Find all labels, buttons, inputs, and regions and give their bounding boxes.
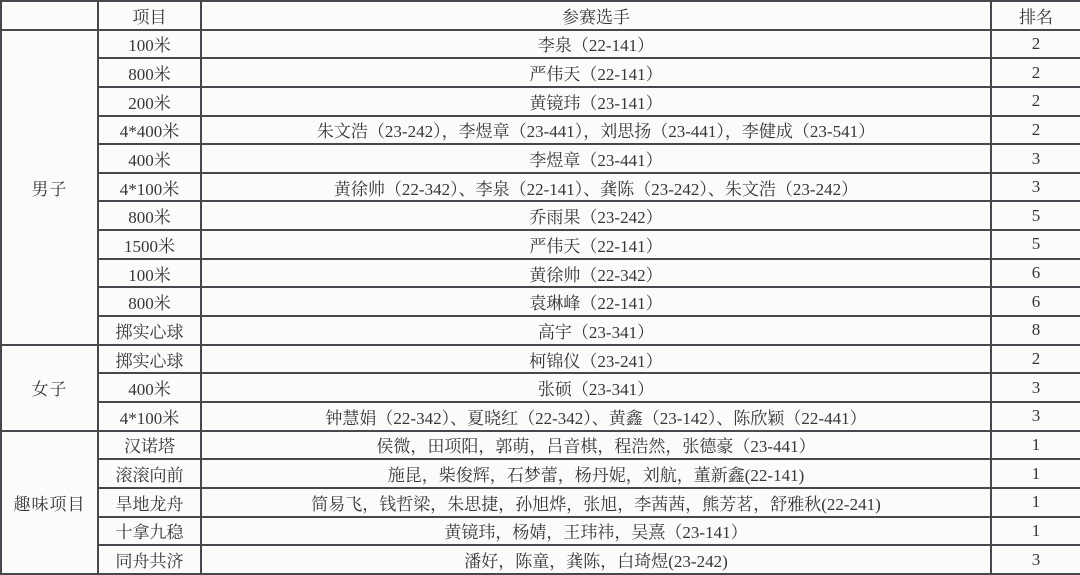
rank-cell: 5 xyxy=(991,201,1080,230)
table-row xyxy=(1,316,1080,345)
table-row xyxy=(1,545,1080,574)
event-cell: 1500米 xyxy=(98,230,201,259)
table-row xyxy=(1,287,1080,316)
event-cell: 汉诺塔 xyxy=(98,431,201,460)
event-cell: 100米 xyxy=(98,259,201,288)
event-cell: 800米 xyxy=(98,58,201,87)
participants-cell: 乔雨果（23-242） xyxy=(201,201,991,230)
table-row xyxy=(1,345,1080,374)
table-row xyxy=(1,259,1080,288)
rank-cell: 6 xyxy=(991,259,1080,288)
participants-cell: 黄镜玮，杨婧，王玮祎，吴熹（23-141） xyxy=(201,517,991,546)
rank-cell: 1 xyxy=(991,459,1080,488)
event-cell: 十拿九稳 xyxy=(98,517,201,546)
header-row xyxy=(1,1,1080,30)
event-cell: 掷实心球 xyxy=(98,316,201,345)
participants-cell: 黄镜玮（23-141） xyxy=(201,87,991,116)
event-cell: 400米 xyxy=(98,144,201,173)
participants-cell: 钟慧娟（22-342）、夏晓红（22-342）、黄鑫（23-142）、陈欣颖（22-441） xyxy=(201,402,991,431)
table-row xyxy=(1,87,1080,116)
rank-cell: 3 xyxy=(991,173,1080,202)
rank-cell: 2 xyxy=(991,30,1080,59)
table-row xyxy=(1,230,1080,259)
participants-cell: 李煜章（23-441） xyxy=(201,144,991,173)
rank-cell: 1 xyxy=(991,517,1080,546)
table-row xyxy=(1,488,1080,517)
event-cell: 滚滚向前 xyxy=(98,459,201,488)
rank-cell: 2 xyxy=(991,345,1080,374)
table-row xyxy=(1,402,1080,431)
participants-cell: 施昆，柴俊辉，石梦蕾，杨丹妮，刘航，董新鑫(22-141) xyxy=(201,459,991,488)
rank-cell: 3 xyxy=(991,144,1080,173)
rank-cell: 2 xyxy=(991,87,1080,116)
event-cell: 4*100米 xyxy=(98,402,201,431)
participants-cell: 张硕（23-341） xyxy=(201,373,991,402)
table-row xyxy=(1,144,1080,173)
rank-cell: 3 xyxy=(991,373,1080,402)
table-row xyxy=(1,201,1080,230)
participants-cell: 严伟天（22-141） xyxy=(201,58,991,87)
participants-cell: 袁琳峰（22-141） xyxy=(201,287,991,316)
event-cell: 800米 xyxy=(98,287,201,316)
participants-cell: 李泉（22-141） xyxy=(201,30,991,59)
event-cell: 4*100米 xyxy=(98,173,201,202)
event-cell: 200米 xyxy=(98,87,201,116)
rank-cell: 2 xyxy=(991,58,1080,87)
rank-cell: 3 xyxy=(991,545,1080,574)
table-row xyxy=(1,116,1080,145)
rank-cell: 6 xyxy=(991,287,1080,316)
table-row xyxy=(1,373,1080,402)
rank-cell: 2 xyxy=(991,116,1080,145)
group-cell-fun-events: 趣味项目 xyxy=(1,431,98,574)
participants-cell: 潘好，陈童，龚陈，白琦煜(23-242) xyxy=(201,545,991,574)
event-cell: 4*400米 xyxy=(98,116,201,145)
event-cell: 400米 xyxy=(98,373,201,402)
header-event: 项目 xyxy=(98,1,201,30)
group-cell-women: 女子 xyxy=(1,345,98,431)
participants-cell: 黄徐帅（22-342） xyxy=(201,259,991,288)
participants-cell: 侯微，田项阳，郭萌，吕音棋，程浩然，张德豪（23-441） xyxy=(201,431,991,460)
event-cell: 掷实心球 xyxy=(98,345,201,374)
participants-cell: 简易飞，钱哲梁，朱思捷，孙旭烨，张旭，李茜茜，熊芳茗，舒雅秋(22-241) xyxy=(201,488,991,517)
event-cell: 100米 xyxy=(98,30,201,59)
event-cell: 800米 xyxy=(98,201,201,230)
table-row xyxy=(1,58,1080,87)
participants-cell: 黄徐帅（22-342）、李泉（22-141）、龚陈（23-242）、朱文浩（23-242） xyxy=(201,173,991,202)
rank-cell: 3 xyxy=(991,402,1080,431)
participants-cell: 高宇（23-341） xyxy=(201,316,991,345)
header-group xyxy=(1,1,98,30)
participants-cell: 朱文浩（23-242），李煜章（23-441），刘思扬（23-441），李健成（23-541） xyxy=(201,116,991,145)
participants-cell: 柯锦仪（23-241） xyxy=(201,345,991,374)
rank-cell: 5 xyxy=(991,230,1080,259)
table-row xyxy=(1,517,1080,546)
rank-cell: 1 xyxy=(991,431,1080,460)
event-cell: 旱地龙舟 xyxy=(98,488,201,517)
table-row xyxy=(1,459,1080,488)
participants-cell: 严伟天（22-141） xyxy=(201,230,991,259)
header-rank: 排名 xyxy=(991,1,1080,30)
rank-cell: 1 xyxy=(991,488,1080,517)
table-row xyxy=(1,30,1080,59)
table-row xyxy=(1,431,1080,460)
event-cell: 同舟共济 xyxy=(98,545,201,574)
table-row xyxy=(1,173,1080,202)
group-cell-men: 男子 xyxy=(1,30,98,345)
rank-cell: 8 xyxy=(991,316,1080,345)
header-participants: 参赛选手 xyxy=(201,1,991,30)
